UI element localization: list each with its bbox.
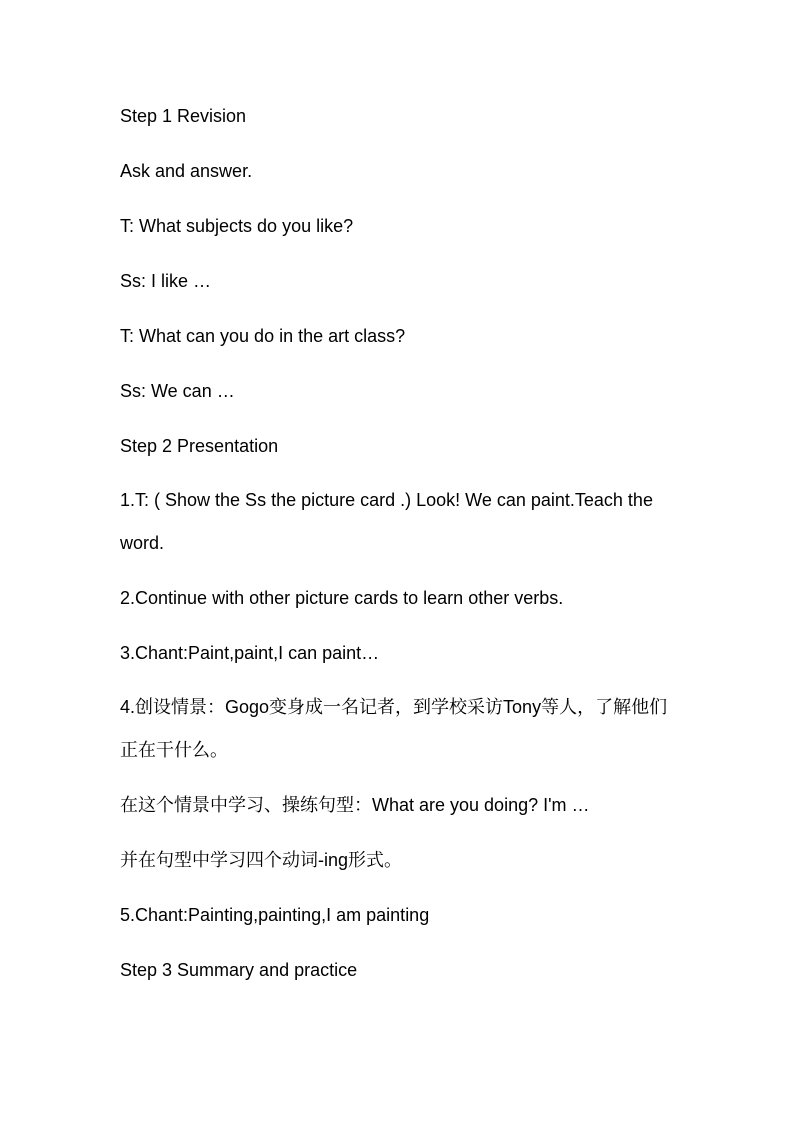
lesson-plan-text: [120, 105, 680, 1014]
text-line: 4.创设情景：Gogo变身成一名记者，到学校采访Tony等人，了解他们正在干什么。: [120, 697, 668, 760]
text-line: 在这个情景中学习、操练句型：What are you doing? I'm …: [120, 795, 590, 815]
step-1-heading: Step 1 Revision: [120, 106, 247, 126]
text-line: T: What subjects do you like?: [120, 216, 354, 236]
text-line: 并在句型中学习四个动词-ing形式。: [120, 850, 403, 870]
text-line: Ss: We can …: [120, 381, 235, 401]
text-line: Ss: I like …: [120, 271, 212, 291]
text-line: T: What can you do in the art class?: [120, 326, 406, 346]
text-line: 5.Chant:Painting,painting,I am painting: [120, 905, 430, 925]
text-line: 2.Continue with other picture cards to learn other verbs.: [120, 588, 564, 608]
text-line: 3.Chant:Paint,paint,I can paint…: [120, 643, 380, 663]
step-2-heading: Step 2 Presentation: [120, 436, 279, 456]
step-3-heading: Step 3 Summary and practice: [120, 960, 358, 980]
text-line: Ask and answer.: [120, 161, 253, 181]
text-line: 1.T: ( Show the Ss the picture card .) Look! We can paint.Teach the word.: [120, 490, 653, 553]
